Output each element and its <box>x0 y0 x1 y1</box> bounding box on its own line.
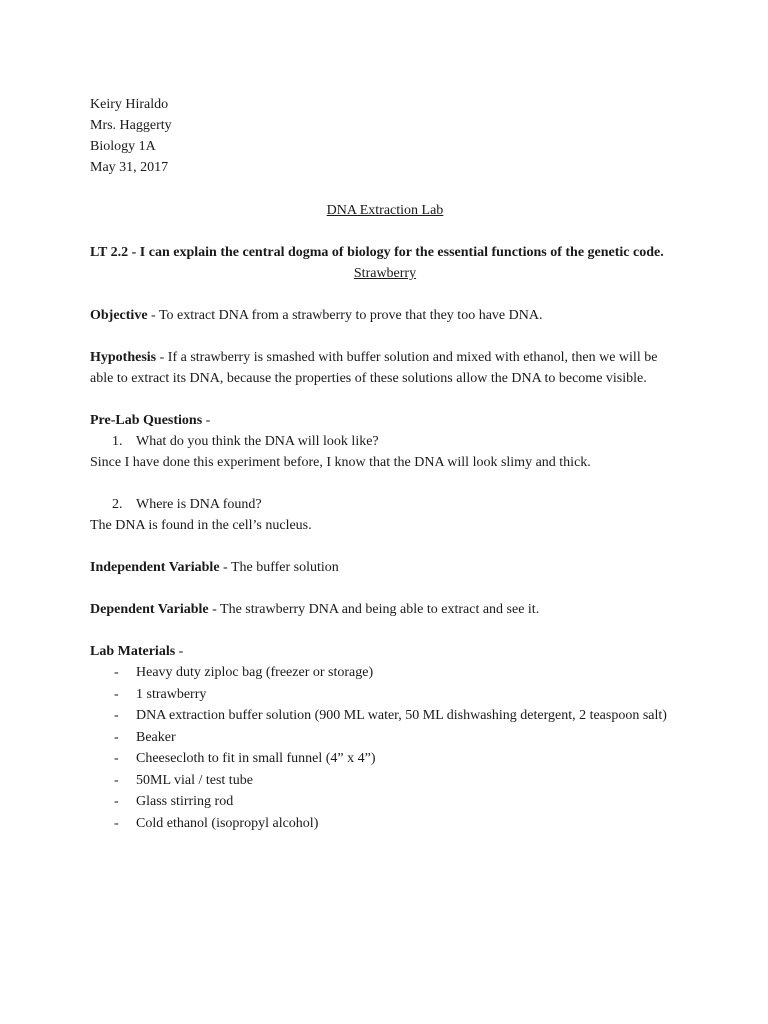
dash-bullet: - <box>114 708 119 723</box>
dependent-variable-label: Dependent Variable <box>90 602 209 617</box>
prelab-heading <box>90 410 680 431</box>
materials-label: Lab Materials <box>90 644 176 659</box>
materials-list <box>90 662 680 834</box>
material-text: Heavy duty ziploc bag (freezer or storage) <box>136 665 374 680</box>
list-item <box>90 791 680 813</box>
material-text: Beaker <box>136 729 176 745</box>
question-number: 2. <box>112 497 123 512</box>
prelab-answer-2: The DNA is found in the cell’s nucleus. <box>90 518 312 533</box>
dash-bullet: - <box>114 665 119 680</box>
spacer <box>90 473 680 494</box>
material-text: Glass stirring rod <box>136 794 234 809</box>
list-item <box>90 662 680 684</box>
material-text: Cheesecloth to fit in small funnel (4” x 4”) <box>136 751 376 766</box>
question-text: What do you think the DNA will look like? <box>136 434 379 449</box>
document-body <box>90 94 680 834</box>
material-text: Cold ethanol (isopropyl alcohol) <box>136 815 319 831</box>
material-text: 1 strawberry <box>136 686 207 702</box>
report-date: May 31, 2017 <box>90 160 169 175</box>
dependent-variable-text: - The strawberry DNA and being able to extract and see it. <box>208 602 540 617</box>
hypothesis-text: - If a strawberry is smashed with buffer solution and mixed with ethanol, then we will be able to extract its DNA, because the properties of these solutions allow the DNA to become visible. <box>90 350 658 386</box>
list-item <box>90 770 680 792</box>
list-item <box>90 684 680 706</box>
prelab-answer-1: Since I have done this experiment before, I know that the DNA will look slimy and thick. <box>90 455 591 470</box>
document-title: DNA Extraction Lab <box>326 203 444 218</box>
dash-bullet: - <box>114 815 119 831</box>
list-item <box>90 705 680 727</box>
materials-section <box>90 641 680 834</box>
objective-text: - To extract DNA from a strawberry to prove that they too have DNA. <box>147 308 543 323</box>
independent-variable-section <box>90 557 680 578</box>
prelab-question-2 <box>90 494 680 515</box>
course-name: Biology 1A <box>90 139 156 154</box>
student-name: Keiry Hiraldo <box>90 97 169 112</box>
material-text: DNA extraction buffer solution (900 ML water, 50 ML dishwashing detergent, 2 teaspoon salt) <box>136 708 667 723</box>
dash-bullet: - <box>114 794 119 809</box>
materials-heading <box>90 641 680 662</box>
header-block <box>90 94 680 178</box>
list-item <box>90 813 680 835</box>
document-subtitle: Strawberry <box>353 266 417 281</box>
teacher-name: Mrs. Haggerty <box>90 118 172 133</box>
dependent-variable-section <box>90 599 680 620</box>
materials-suffix: - <box>175 644 184 659</box>
independent-variable-text: - The buffer solution <box>219 560 339 575</box>
material-text: 50ML vial / test tube <box>136 772 253 788</box>
question-number: 1. <box>112 434 123 449</box>
dash-bullet: - <box>114 686 119 702</box>
learning-target: LT 2.2 - I can explain the central dogma of biology for the essential functions of the genetic code. <box>90 245 664 260</box>
objective-section <box>90 305 680 326</box>
hypothesis-label: Hypothesis <box>90 350 157 365</box>
list-item <box>90 727 680 749</box>
dash-bullet: - <box>114 729 119 745</box>
list-item <box>90 748 680 770</box>
objective-label: Objective <box>90 308 148 323</box>
dash-bullet: - <box>114 751 119 766</box>
dash-bullet: - <box>114 772 119 788</box>
hypothesis-section <box>90 347 680 389</box>
prelab-suffix: - <box>202 413 211 428</box>
prelab-section <box>90 410 680 536</box>
prelab-label: Pre-Lab Questions <box>90 413 203 428</box>
independent-variable-label: Independent Variable <box>90 560 220 575</box>
question-text: Where is DNA found? <box>136 497 262 512</box>
prelab-question-1 <box>90 431 680 452</box>
